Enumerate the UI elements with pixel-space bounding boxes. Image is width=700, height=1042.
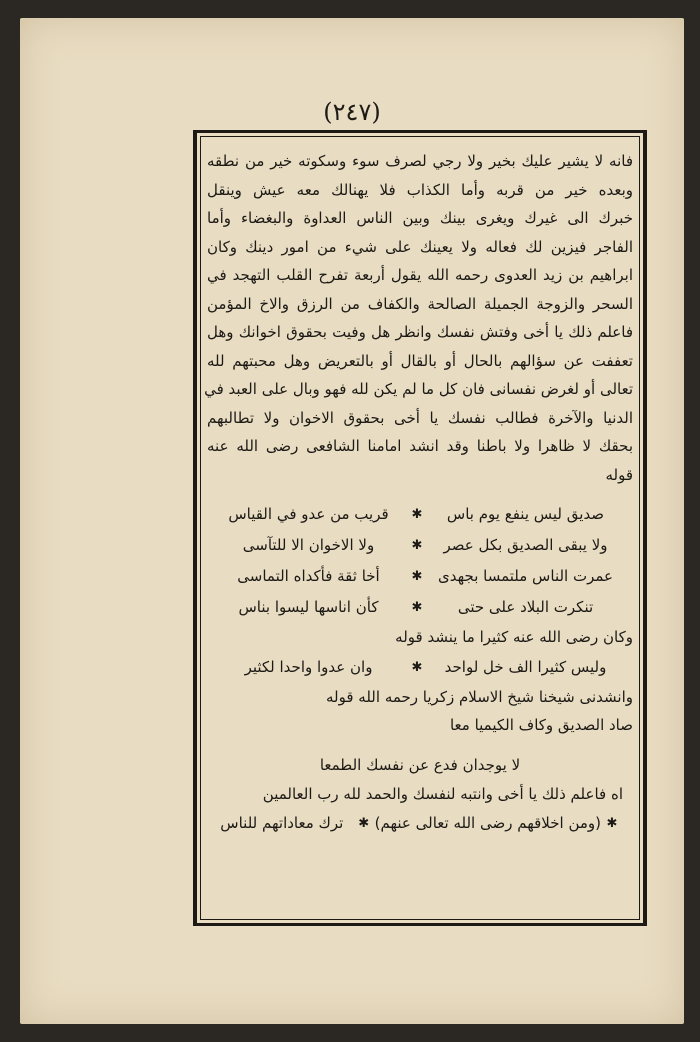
verse-separator: ✱: [606, 816, 618, 831]
verse: [207, 652, 633, 683]
verse-first-hemistich: وليس كثيرا الف خل لواحد: [444, 657, 607, 676]
section-heading: (ومن اخلاقهم رضى الله تعالى عنهم): [374, 814, 601, 832]
prose-line: فاعلم ذلك يا أخى وفتش نفسك وانظر هل وفيت بحقوق اخوانك وهل: [207, 323, 633, 341]
book-page: [20, 18, 684, 1024]
verse: [207, 561, 633, 592]
verse-separator: ✱: [411, 538, 423, 553]
verse-separator: ✱: [411, 600, 423, 615]
prose-line: ابراهيم بن زيد العدوى رحمه الله يقول أربعة تفرح القلب التهجد في: [207, 266, 633, 284]
verse: [207, 499, 633, 530]
verse: [207, 530, 633, 561]
verse-second-hemistich: قريب من عدو في القياس: [228, 505, 389, 523]
prose-line: قوله: [605, 465, 633, 484]
page-number: (٢٤٧): [323, 98, 381, 126]
verse-second-hemistich: وان عدوا واحدا لكثير: [244, 657, 373, 676]
verse-second-hemistich: أخا ثقة فأكداه التماسى: [237, 567, 380, 585]
text-frame: [193, 130, 647, 926]
prose-line: فانه لا يشير عليك بخير ولا رجي لصرف سوء وسكوته خير من نطقه: [207, 152, 633, 170]
prose-line: وبعده خير من قربه وأما الكذاب فلا يهنالك معه عيش وينقل: [207, 180, 633, 199]
verse-first-hemistich: عمرت الناس ملتمسا بجهدى: [437, 567, 613, 585]
verse-separator: ✱: [411, 507, 423, 522]
prose-line: صاد الصديق وكاف الكيميا معا: [449, 716, 633, 734]
verse: [207, 592, 633, 623]
text-block: [204, 147, 633, 913]
final-line: [207, 808, 633, 839]
prose-line: الفاجر فيزين لك فعاله ولا يعينك على شيء من امور دينك وكان: [207, 237, 633, 256]
verse-first-hemistich: تنكرت البلاد على حتى: [457, 598, 594, 616]
verse-second-hemistich: لا يوجدان فدع عن نفسك الطمعا: [319, 755, 521, 774]
prose-line: خبرك الى غيرك ويغرى بينك وبين الناس العداوة والبغضاء وأما: [207, 209, 633, 227]
prose-line: السحر والزوجة الجميلة الصالحة والكفاف من الرزق والاخ المؤمن: [207, 294, 633, 313]
verse-separator: ✱: [411, 569, 423, 584]
prose-line: بحقك لا ظاهرا ولا باطنا وقد انشد امامنا الشافعى رضى الله عنه: [207, 437, 633, 455]
prose-line: الدنيا والآخرة فطالب نفسك يا أخى بحقوق الاخوان ولا تطالبهم: [207, 408, 633, 427]
prose-line: وانشدنى شيخنا شيخ الاسلام زكريا رحمه الله قوله: [326, 687, 633, 706]
section-heading-continuation: ترك معاداتهم للناس: [220, 814, 344, 832]
verse-first-hemistich: صديق ليس ينفع يوم باس: [446, 505, 605, 523]
verse-separator: ✱: [358, 816, 370, 831]
prose-line: تعالى أو لغرض نفسانى فان كل ما لم يكن لله فهو وبال على العبد في: [204, 380, 633, 398]
prose-line: وكان رضى الله عنه كثيرا ما ينشد قوله: [395, 628, 633, 646]
verse-first-hemistich: ولا يبقى الصديق بكل عصر: [443, 536, 608, 554]
prose-line: تعففت عن سؤالهم بالحال أو بالقال أو بالتعريض وهل محبتهم لله: [207, 351, 633, 370]
verse-second-hemistich: كأن اناسها ليسوا بناس: [238, 598, 379, 616]
verse-second-hemistich: ولا الاخوان الا للتآسى: [242, 536, 375, 554]
verse-separator: ✱: [411, 659, 423, 675]
closing-line: اه فاعلم ذلك يا أخى وانتبه لنفسك والحمد لله رب العالمين: [262, 784, 623, 803]
